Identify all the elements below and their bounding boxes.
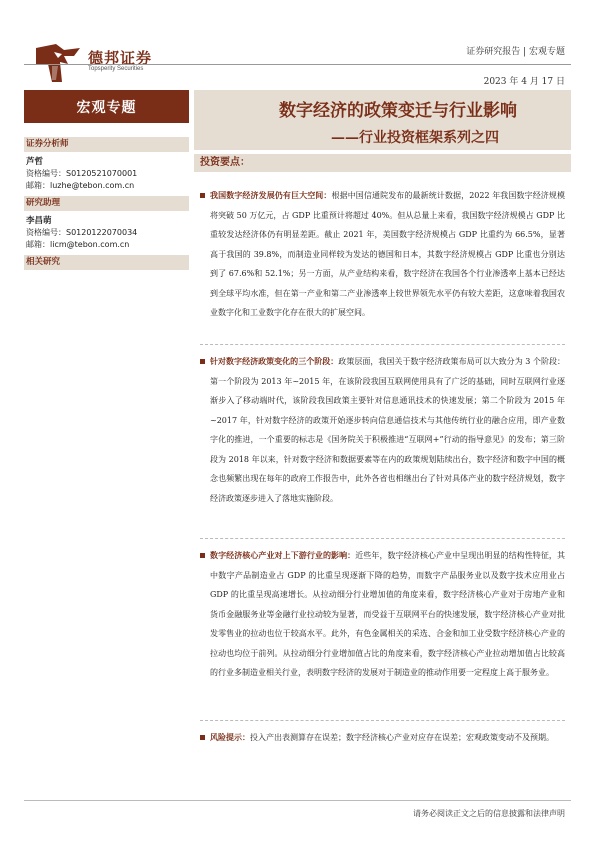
main-content <box>194 90 571 172</box>
report-date: 2023 年 4 月 17 日 <box>483 77 565 87</box>
footer-divider <box>24 800 571 801</box>
report-type: 证券研究报告 | 宏观专题 <box>466 47 565 57</box>
title-box <box>194 90 571 150</box>
key-points-label: 投资要点： <box>194 154 571 172</box>
report-title: 数字经济的政策变迁与行业影响 <box>279 101 517 121</box>
sidebar <box>24 90 189 270</box>
divider <box>200 344 565 345</box>
assistant-name: 李昌萌 <box>26 216 52 226</box>
analyst-name: 芦哲 <box>26 157 44 167</box>
company-name-en: Topsperity Securities <box>88 66 144 72</box>
analyst-section-label: 证券分析师 <box>24 137 189 152</box>
footer-disclaimer[interactable]: 请务必阅读正文之后的信息披露和法律声明 <box>413 809 565 818</box>
key-point-text: 根据中国信通院发布的最新统计数据，2022 年我国数字经济规模将突破 50 万亿元，占 GDP 比重预计将超过 40%。但从总量上来看，我国数字经济规模占 GDP 比重较发达经济体仍有明显差距。截止 2021 年，美国数字经济规模占 GDP 比重约为 66.5%，显著高于我国的 39.8%，而制造业同样较为发达的德国和日本，其数字经济规模占 GDP 比重也分别达到了 67.6%和 52.1%；另一方面，从产业结构来看，数字经济在我国各个行业渗透率上基本已经达到全球平均水准，但在第一产业和第二产业渗透率上较世界领先水平仍有较大差距，这意味着我国农业数字化和工业数字化存在很大的扩展空间。 <box>210 191 565 317</box>
header-divider <box>24 64 571 65</box>
key-point <box>194 352 565 508</box>
company-name-cn: 德邦证券 <box>88 49 153 67</box>
bullet-icon <box>200 553 205 558</box>
key-point-lead: 我国数字经济发展仍有巨大空间： <box>210 190 332 200</box>
key-point <box>194 186 565 323</box>
key-points-list <box>194 186 565 796</box>
key-point-lead: 针对数字经济政策变化的三个阶段： <box>210 356 339 366</box>
key-point <box>194 546 565 683</box>
key-point-text: 近些年，数字经济核心产业中呈现出明显的结构性特征，其中数字产品制造业占 GDP 的比重呈现逐渐下降的趋势，而数字产品服务业以及数字技术应用业占 GDP 的比重呈现高速增长。从拉动细分行业增加值的角度来看，数字经济核心产业对于房地产业和货币金融服务业等金融行业拉动较为显著，而受益于互联网平台的快速发展，数字经济核心产业对批发零售业的拉动也位于较高水平。此外，有色金属相关的采选、合金和加工业受数字经济核心产业的拉动也均位于前列。从拉动细分行业增加值占比的角度来看，数字经济核心产业拉动增加值占比较高的行业多制造业相关行业，表明数字经济的发展对于制造业的推动作用要一定程度上高于服务业。 <box>210 551 566 677</box>
key-point-text: 投入产出表测算存在误差；数字经济核心产业对应存在误差；宏观政策变动不及预期。 <box>250 733 554 742</box>
category-box: 宏观专题 <box>24 90 189 123</box>
divider <box>200 720 565 721</box>
assistant-section-label: 研究助理 <box>24 196 189 211</box>
report-subtitle: ——行业投资框架系列之四 <box>331 130 499 146</box>
key-point-lead: 风险提示： <box>210 732 250 742</box>
assistant-email[interactable]: 邮箱：licm@tebon.com.cn <box>26 240 130 249</box>
divider <box>200 538 565 539</box>
analyst-cert: 资格编号：S0120521070001 <box>26 169 138 178</box>
bullet-icon <box>200 359 205 364</box>
assistant-card <box>24 211 189 253</box>
analyst-email[interactable]: 邮箱：luzhe@tebon.com.cn <box>26 181 135 190</box>
key-point-lead: 数字经济核心产业对上下游行业的影响： <box>210 550 356 560</box>
analyst-card <box>24 152 189 194</box>
related-research-label: 相关研究 <box>24 255 189 270</box>
key-point-text: 政策层面，我国关于数字经济政策布局可以大致分为 3 个阶段：第一个阶段为 2013 年~2015 年，在该阶段我国互联网使用具有了广泛的基础，同时互联网行业逐渐步入了移动端时代，该阶段我国政策主要针对信息通讯技术的快速发展；第二个阶段为 2015 年~2017 年，针对数字经济的政策开始逐步转向信息通信技术与其他传统行业的融合应用，即产业数字化的推进，一个重要的标志是《国务院关于积极推进“互联网+”行动的指导意见》的发布；第三阶段为 2018 年以来，针对数字经济和数据要素等在内的政策规划陆续出台，数字经济和数字中国的概念也频繁出现在每年的政府工作报告中，此外各省也相继出台了针对具体产业的数字经济规划，数字经济政策逐步进入了落地实施阶段。 <box>210 357 565 503</box>
company-logo-icon <box>34 42 82 84</box>
bullet-icon <box>200 735 205 740</box>
bullet-icon <box>200 193 205 198</box>
assistant-cert: 资格编号：S0120122070034 <box>26 228 138 237</box>
key-point <box>194 728 565 748</box>
